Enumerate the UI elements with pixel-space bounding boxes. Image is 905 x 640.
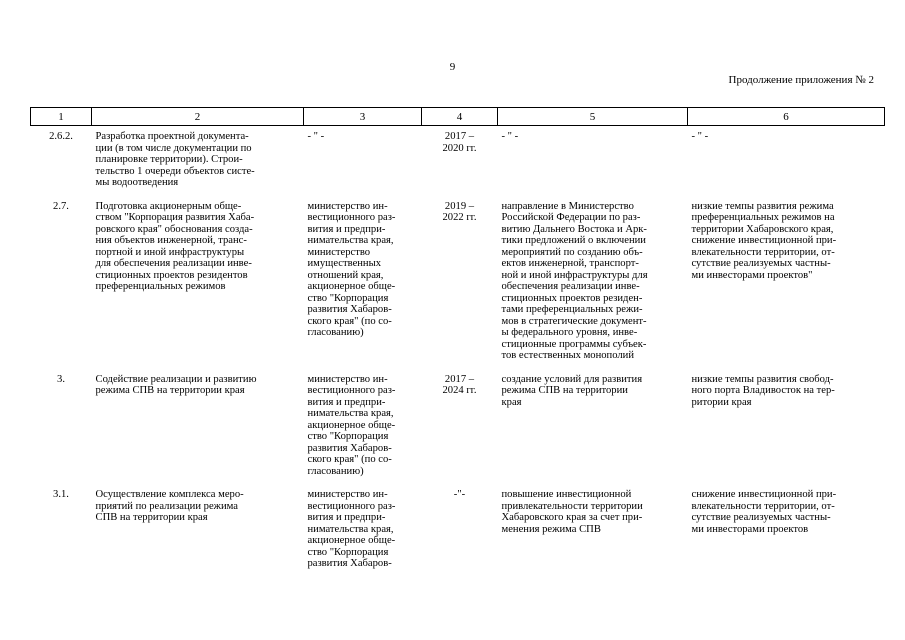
- risk-cell: низкие темпы развития свобод- ного порта Владивосток на тер- ритории края: [691, 373, 835, 408]
- row-spacer: [31, 189, 885, 201]
- result-cell: направление в Министерство Российской Федерации по раз- витию Дальнего Востока и Арк- тики предложений о включении мероприятий по созданию объ- ектов инженерной, транспорт- ной и иной инфраструктуры для обеспечения реализации инве- стиционных проектов резиден- тами преференциальных режи- мов в стратегические документ- ы федерального уровня, инве- стиционные программы субъек- тов естественных монополий: [501, 200, 648, 361]
- period-cell: 2019 – 2022 гг.: [442, 200, 477, 223]
- row-number: 3.: [57, 373, 65, 385]
- period-cell: -"-: [453, 489, 466, 500]
- header-col-3: 3: [304, 108, 422, 126]
- row-spacer: [31, 477, 885, 489]
- row-spacer: [31, 362, 885, 374]
- table-row: [31, 201, 885, 362]
- header-col-6: 6: [688, 108, 885, 126]
- measures-table: [30, 107, 885, 570]
- executor-cell: министерство ин- вестиционного раз- вития и предпри- нимательства края, министерство имущественных отношений края, акционерное обще- ство "Корпорация развития Хабаров- ского края" (по со- гласованию): [307, 200, 396, 338]
- header-col-2: 2: [92, 108, 304, 126]
- header-col-1: 1: [31, 108, 92, 126]
- page-number: 9: [449, 61, 456, 73]
- table-row: [31, 374, 885, 478]
- result-cell: - " -: [501, 131, 519, 142]
- row-number: 2.6.2.: [49, 131, 73, 142]
- risk-cell: - " -: [691, 131, 709, 142]
- executor-cell: - " -: [307, 131, 325, 142]
- table-row: [31, 489, 885, 570]
- activity-cell: Подготовка акционерным обще- ством "Корпорация развития Хаба- ровского края" обоснования созда- ния объектов инженерной, транс- портной и иной инфраструктуры для обеспечения реализации инве- стиционных проектов резидентов преференциальных режимов: [95, 200, 255, 292]
- executor-cell: министерство ин- вестиционного раз- вития и предпри- нимательства края, акционерное обще- ство "Корпорация развития Хабаров- ского края" (по со- гласованию): [307, 373, 396, 477]
- activity-cell: Осуществление комплекса меро- приятий по реализации режима СПВ на территории края: [95, 489, 244, 523]
- period-cell: 2017 – 2020 гг.: [442, 131, 477, 154]
- table-header-row: [31, 108, 885, 126]
- result-cell: создание условий для развития режима СПВ на территории края: [501, 373, 643, 408]
- row-number: 2.7.: [53, 200, 69, 212]
- risk-cell: снижение инвестиционной при- влекательности территории, от- сутствие реализуемых частны- ми инвесторами проектов: [691, 489, 837, 535]
- activity-cell: Разработка проектной документа- ции (в том числе документации по планировке территории). Строи- тельство 1 очереди объектов систе- мы водоотведения: [95, 131, 255, 188]
- period-cell: 2017 – 2024 гг.: [442, 373, 477, 396]
- result-cell: повышение инвестиционной привлекательности территории Хабаровского края за счет при- менения режима СПВ: [501, 489, 643, 535]
- executor-cell: министерство ин- вестиционного раз- вития и предпри- нимательства края, акционерное обще- ство "Корпорация развития Хабаров-: [307, 489, 396, 569]
- activity-cell: Содействие реализации и развитию режима СПВ на территории края: [95, 373, 257, 396]
- row-number: 3.1.: [53, 489, 69, 500]
- header-col-5: 5: [498, 108, 688, 126]
- risk-cell: низкие темпы развития режима преференциальных режимов на территории Хабаровского края, снижение инвестиционной при- влекательности территории, от- сутствие реализуемых частны- ми инвесторами проектов": [691, 200, 837, 281]
- header-col-4: 4: [422, 108, 498, 126]
- continuation-label: Продолжение приложения № 2: [728, 74, 874, 86]
- table-row: [31, 126, 885, 189]
